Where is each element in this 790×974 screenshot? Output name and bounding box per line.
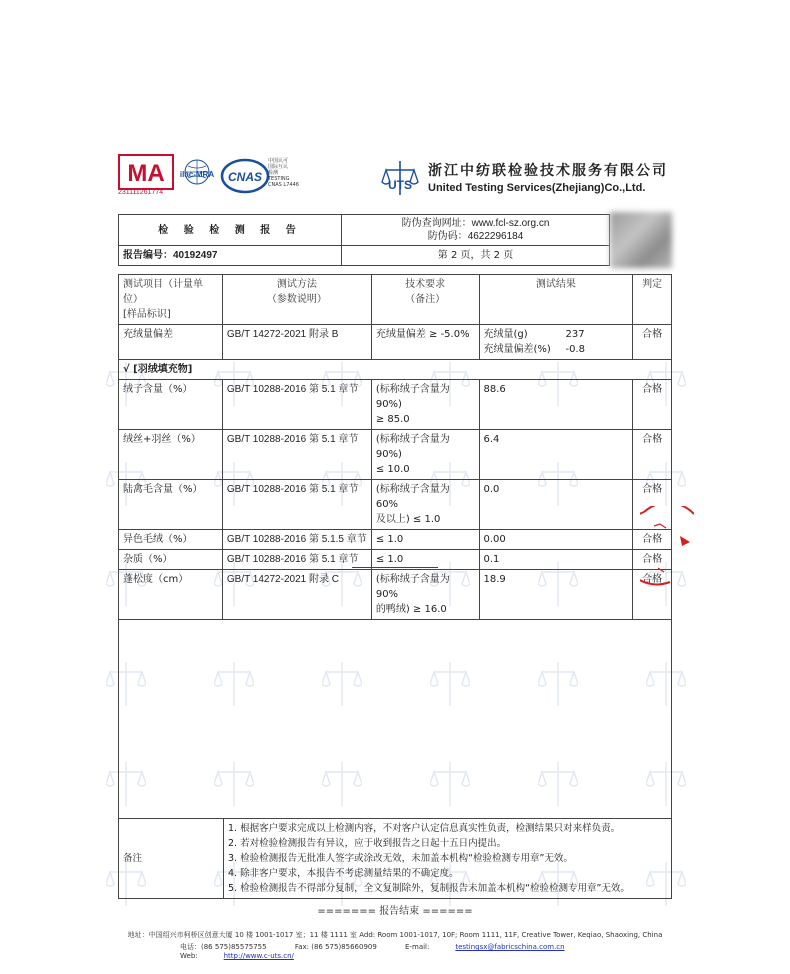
cnas-line-4: TESTING [268,176,290,182]
official-seal [640,506,694,586]
requirement-line-1: ≤ 1.0 [375,554,404,565]
results-table [118,274,672,620]
item-cell: 绒子含量（%） [119,380,223,430]
header-requirement [371,275,479,325]
verdict-cell: 合格 [633,530,672,550]
requirement-line-1: (标称绒子含量为 90%) [375,434,450,460]
header-method-l1: 测试方法 [276,279,317,290]
method-cell: GB/T 14272-2021 附录 C [222,570,371,620]
cnas-logo [220,156,270,196]
header-requirement-l2: （备注） [405,294,446,305]
cnas-line-5: CNAS L7446 [268,182,299,188]
note-item: 4. 除非客户要求，本报告不考虑测量结果的不确定度。 [228,868,459,879]
result-label: 充绒量偏差(%) [483,344,551,355]
requirement-line-1: (标称绒子含量为 90%) [375,384,450,410]
report-title: 检 验 检 测 报 告 [119,215,342,246]
anti-fake-site[interactable]: www.fcl-sz.org.cn [471,218,550,229]
footer-email-wrap [405,943,591,951]
item-cell: 杂质（%） [119,550,223,570]
footer-email-link[interactable]: testingsx@fabricschina.com.cn [455,943,565,951]
table-row [119,325,672,360]
uts-watermark-icon [646,760,686,810]
table-end-line [352,567,438,568]
header-result: 测试结果 [479,275,633,325]
result-cell [479,325,633,360]
requirement-line-2: 的鸭绒) ≥ 16.0 [375,604,447,615]
ilac-mra-text: ilac-MRA [179,170,215,179]
report-number: 40192497 [173,250,218,261]
uts-watermark-icon [322,660,362,710]
section-row [119,360,672,380]
uts-watermark-icon [106,760,146,810]
cnas-logo-text: CNAS [227,170,263,184]
requirement-cell [371,380,479,430]
cnas-line-3: 检测 [268,170,279,176]
result-cell: 0.1 [479,550,633,570]
anti-fake-info [342,215,610,246]
company-name-en: United Testing Services(Zhejiang)Co.,Ltd. [428,182,646,194]
result-cell: 0.00 [479,530,633,550]
item-cell: 陆禽毛含量（%） [119,480,223,530]
anti-fake-site-line [346,217,605,230]
report-number-cell [119,246,342,266]
verdict-cell: 合格 [633,480,672,530]
table-row [119,570,672,620]
results-rows [119,380,672,620]
table-row [119,530,672,550]
uts-watermark-icon [430,760,470,810]
table-border-right [671,566,672,818]
method-cell: GB/T 10288-2016 第 5.1 章节 [222,550,371,570]
note-item: 1. 根据客户要求完成以上检测内容，不对客户认定信息真实性负责，检测结果只对来样负责。 [228,823,621,834]
result-line-2 [484,342,629,357]
requirement-line-2: ≤ 10.0 [375,464,410,475]
uts-logo [380,158,420,198]
uts-watermark-icon [214,660,254,710]
uts-watermark-icon [538,760,578,810]
uts-watermark-icon [214,760,254,810]
cma-number: 231111261774 [118,189,164,196]
footer-web-link[interactable]: http://www.c-uts.cn/ [223,952,294,960]
result-value: -0.8 [565,344,586,355]
uts-watermark-icon [430,660,470,710]
header-requirement-l1: 技术要求 [405,279,446,290]
requirement-line-2: ≥ 85.0 [375,414,410,425]
result-cell: 18.9 [479,570,633,620]
notes-content [224,819,672,899]
method-cell: GB/T 10288-2016 第 5.1.5 章节 [222,530,371,550]
requirement-line-1: (标称绒子含量为 90% [375,574,450,600]
header-method [222,275,371,325]
uts-watermark-icon [322,760,362,810]
note-item: 3. 检验检测报告无批准人签字或涂改无效，未加盖本机构“检验检测专用章”无效。 [228,853,573,864]
verdict-cell: 合格 [633,325,672,360]
method-cell: GB/T 10288-2016 第 5.1 章节 [222,430,371,480]
item-cell: 绒丝+羽丝（%） [119,430,223,480]
footer-web-label: Web: [180,952,198,960]
item-cell: 蓬松度（cm） [119,570,223,620]
company-name-cn: 浙江中纺联检验技术服务有限公司 [428,163,668,179]
method-cell: GB/T 10288-2016 第 5.1 章节 [222,380,371,430]
uts-watermark-icon [106,660,146,710]
cnas-line-1: 中国认可 [268,158,289,164]
table-row [119,480,672,530]
footer-contact [180,942,680,960]
verdict-cell: 合格 [633,550,672,570]
report-number-label: 报告编号： [123,250,173,261]
table-row [119,380,672,430]
ilac-mra-logo [176,158,218,192]
method-cell: GB/T 14272-2021 附录 B [222,325,371,360]
uts-logo-text: UTS [388,178,412,192]
requirement-cell: 充绒量偏差 ≥ -5.0% [371,325,479,360]
item-cell: 充绒量偏差 [119,325,223,360]
verdict-cell: 合格 [633,430,672,480]
anti-fake-code-label: 防伪码： [427,231,468,242]
note-item: 5. 检验检测报告不得部分复制，全文复制除外，复制报告未加盖本机构“检验检测专用章”无效。 [228,883,630,894]
header-item-l2: [样品标识] [123,309,171,320]
table-border-left [118,566,119,818]
report-end-mark: ======= 报告结束 ====== [317,906,473,917]
result-label: 充绒量(g) [483,329,528,340]
notes-table [118,818,672,899]
item-cell: 异色毛绒（%） [119,530,223,550]
uts-watermark-icon [538,660,578,710]
uts-watermark-icon [646,660,686,710]
header-verdict: 判定 [633,275,672,325]
cnas-line-2: 国际互认 [268,164,289,170]
requirement-line-1: (标称绒子含量为 60% [375,484,450,510]
requirement-cell [371,530,479,550]
requirement-line-2: 及以上) ≤ 1.0 [375,514,441,525]
cma-logo-text: MA [127,160,165,187]
report-header-table [118,214,610,266]
note-item: 2. 若对检验检测报告有异议，应于收到报告之日起十五日内提出。 [228,838,507,849]
header-item [119,275,223,325]
section-label: √ [羽绒填充物] [119,360,672,380]
method-cell: GB/T 10288-2016 第 5.1 章节 [222,480,371,530]
result-value: 237 [565,329,585,340]
table-row [119,430,672,480]
qr-code-blurred [610,212,672,268]
requirement-cell [371,430,479,480]
header-item-l1: 测试项目（计量单位） [123,279,203,305]
verdict-cell: 合格 [633,380,672,430]
footer-web-wrap [180,952,320,960]
requirement-cell [371,570,479,620]
requirement-line-1: ≤ 1.0 [375,534,404,545]
anti-fake-code-line [346,230,605,243]
verdict-cell: 合格 [633,570,672,620]
result-cell: 0.0 [479,480,633,530]
requirement-cell [371,480,479,530]
footer-address: 地址：中国绍兴市柯桥区创意大厦 10 楼 1001-1017 室；11 楼 1111 室 Add: Room 1001-1017, 10F; Room 1111, 11F, Creative Tower, Keqiao, Shaoxing, China [127,931,663,939]
notes-label: 备注 [119,819,224,899]
header-method-l2: （参数说明） [266,294,327,305]
result-cell: 88.6 [479,380,633,430]
anti-fake-code: 4622296184 [467,231,524,242]
cnas-accreditation-text [268,158,308,188]
page-info: 第 2 页，共 2 页 [342,246,610,266]
table-header-row [119,275,672,325]
footer-email-label: E-mail: [405,943,430,951]
footer-tel: 电话：(86 575)85575755 [180,943,267,951]
result-cell: 6.4 [479,430,633,480]
anti-fake-site-label: 防伪查询网址： [401,218,472,229]
result-line-1 [484,327,629,342]
footer-fax: Fax: (86 575)85660909 [294,943,377,951]
